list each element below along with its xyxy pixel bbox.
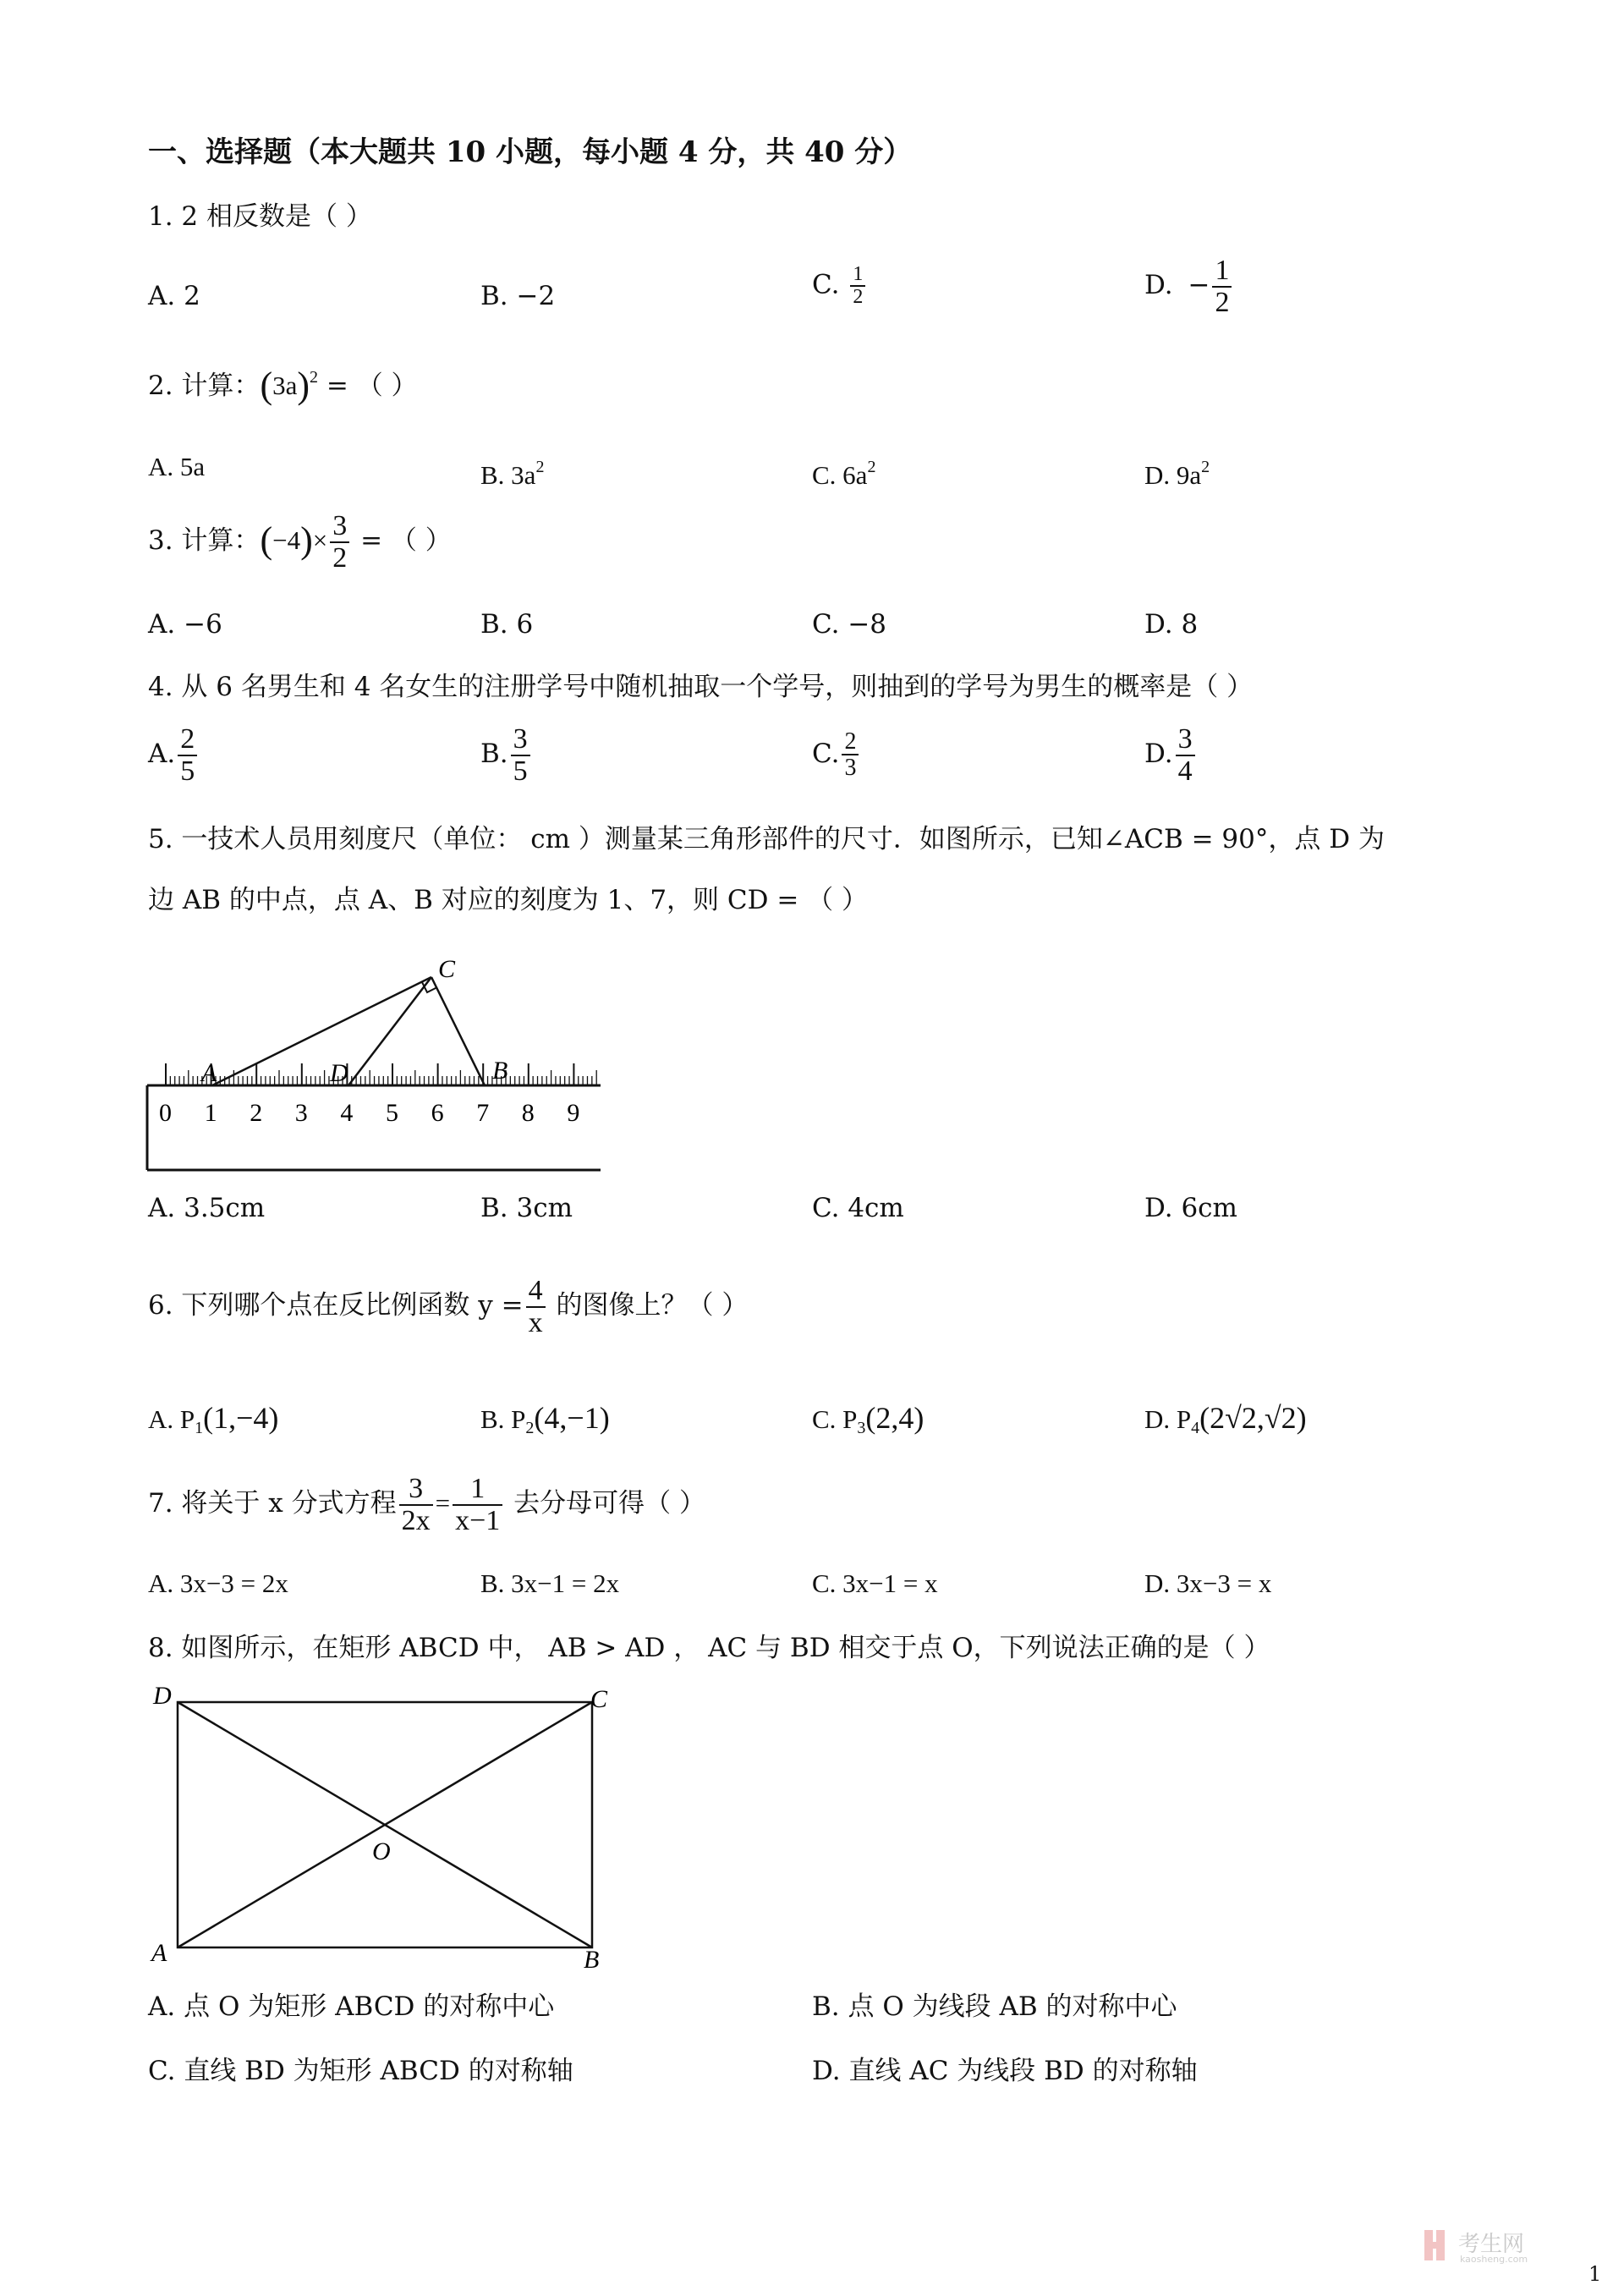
segment-cd (348, 977, 431, 1085)
watermark-logo (1423, 2223, 1600, 2274)
label-a: A (151, 1939, 167, 1967)
fraction: $\frac{2}{5}$ (178, 724, 197, 786)
q2-option-d: D. $9a^2$ (1144, 458, 1210, 490)
question-1-stem: 1. 2 相反数是（ ） (148, 201, 372, 232)
label-c: C (438, 955, 456, 983)
q8-option-a: A. 点 O 为矩形 ABCD 的对称中心 (148, 1991, 555, 2022)
q8-option-c: C. 直线 BD 为矩形 ABCD 的对称轴 (148, 2056, 573, 2086)
rectangle-figure (148, 1682, 622, 1978)
q4-option-d: D. $\frac{3}{4}$ (1144, 724, 1198, 786)
ruler-triangle-figure (144, 952, 609, 1176)
ruler-number: 8 (521, 1099, 535, 1127)
q2-option-c: C. $6a^2$ (812, 458, 876, 490)
ruler-number: 6 (431, 1099, 444, 1127)
label-b: B (492, 1057, 508, 1085)
q1-option-b: B. −2 (480, 281, 556, 311)
q1-option-c: C. $\frac{1}{2}$ (812, 264, 868, 308)
q7-option-b: B. 3x−1 = 2x (480, 1568, 620, 1598)
q6-option-d: D. $P_4(2√2,√2)$ (1144, 1401, 1307, 1437)
q4-option-b: B. $\frac{3}{5}$ (480, 724, 533, 786)
q3-option-b: B. 6 (480, 609, 534, 640)
question-3-stem: 3. 计算：(−4)× $\frac{3}{2}$ = （ ） (148, 510, 452, 574)
ruler-numbers (159, 1099, 579, 1127)
q5-option-d: D. 6cm (1144, 1193, 1237, 1223)
q4-option-a: A. $\frac{2}{5}$ (148, 724, 200, 786)
fraction: $\frac{1}{x-1}$ (453, 1474, 502, 1535)
question-4-stem: 4. 从 6 名男生和 4 名女生的注册学号中随机抽取一个学号，则抽到的学号为男生的概率是（ ） (148, 672, 1254, 702)
fraction: $\frac{4}{x}$ (526, 1276, 546, 1338)
label-c: C (590, 1685, 608, 1713)
fraction: $\frac{3}{4}$ (1176, 724, 1195, 786)
ruler-ticks (166, 1063, 596, 1085)
ruler-number: 0 (159, 1099, 172, 1127)
q5-option-b: B. 3cm (480, 1193, 573, 1223)
q1-option-a: A. 2 (148, 281, 200, 311)
watermark-subtext: kaosheng.com (1460, 2254, 1528, 2265)
question-2-stem: 2. 计算：$(3a)^2$ = （ ） (148, 365, 418, 406)
q7-option-d: D. 3x−3 = x (1144, 1568, 1272, 1598)
section-title: 一、选择题（本大题共 10 小题，每小题 4 分，共 40 分） (148, 135, 913, 169)
question-5-line-1: 5. 一技术人员用刻度尺（单位： cm ）测量某三角形部件的尺寸．如图所示，已知∠ACB = 90°，点 D 为 (148, 824, 1385, 854)
segment-cb (431, 977, 485, 1085)
q7-option-a: A. 3x−3 = 2x (148, 1568, 288, 1598)
ruler-number: 9 (567, 1099, 580, 1127)
q3-option-a: A. −6 (148, 609, 222, 640)
ruler-number: 1 (204, 1099, 217, 1127)
label-d: D (330, 1059, 348, 1087)
ruler-number: 3 (294, 1099, 308, 1127)
fraction: $\frac{3}{2x}$ (399, 1474, 433, 1535)
ruler-number: 7 (476, 1099, 490, 1127)
label-b: B (584, 1946, 600, 1974)
fraction: $\frac{1}{2}$ (850, 264, 865, 308)
q8-option-d: D. 直线 AC 为线段 BD 的对称轴 (812, 2056, 1198, 2086)
q6-option-c: C. $P_3(2,4)$ (812, 1401, 924, 1437)
fraction: $\frac{3}{5}$ (511, 724, 530, 786)
ruler-number: 4 (340, 1099, 354, 1127)
label-a: A (201, 1059, 217, 1087)
label-d: D (153, 1682, 172, 1710)
watermark-icon (1423, 2228, 1453, 2262)
q6-option-b: B. $P_2(4,-1)$ (480, 1401, 610, 1437)
q3-option-d: D. 8 (1144, 609, 1199, 640)
fraction: $\frac{2}{3}$ (842, 729, 859, 781)
ruler-number: 2 (250, 1099, 263, 1127)
label-o: O (372, 1837, 391, 1865)
q6-option-a: A. $P_1(1,-4)$ (148, 1401, 279, 1437)
q5-option-c: C. 4cm (812, 1193, 904, 1223)
q1-option-d: D. − $\frac{1}{2}$ (1144, 255, 1234, 317)
question-5-line-2: 边 AB 的中点，点 A、B 对应的刻度为 1、7，则 CD = （ ） (148, 885, 869, 915)
page-number: 1 (1588, 2262, 1602, 2286)
fraction: $\frac{1}{2}$ (1212, 255, 1232, 317)
q8-option-b: B. 点 O 为线段 AB 的对称中心 (812, 1991, 1177, 2022)
q7-option-c: C. 3x−1 = x (812, 1568, 938, 1598)
q4-option-c: C. $\frac{2}{3}$ (812, 729, 861, 781)
q3-option-c: C. −8 (812, 609, 887, 640)
q2-option-a: A. 5a (148, 452, 206, 481)
segment-ac (212, 977, 431, 1085)
question-7-stem: 7. 将关于 x 分式方程 $\frac{3}{2x}$ = $\frac{1}{x-1}$ 去分母可得（ ） (148, 1473, 706, 1536)
q5-option-a: A. 3.5cm (148, 1193, 266, 1223)
question-8-stem: 8. 如图所示，在矩形 ABCD 中， AB > AD ， AC 与 BD 相交于点 O，下列说法正确的是（ ） (148, 1633, 1270, 1663)
ruler-number: 5 (386, 1099, 398, 1127)
q2-option-b: B. $3a^2$ (480, 458, 545, 490)
watermark-text: 考生网 (1458, 2232, 1525, 2257)
fraction: $\frac{3}{2}$ (330, 511, 349, 573)
question-6-stem: 6. 下列哪个点在反比例函数 y = $\frac{4}{x}$ 的图像上？（ ） (148, 1275, 749, 1338)
